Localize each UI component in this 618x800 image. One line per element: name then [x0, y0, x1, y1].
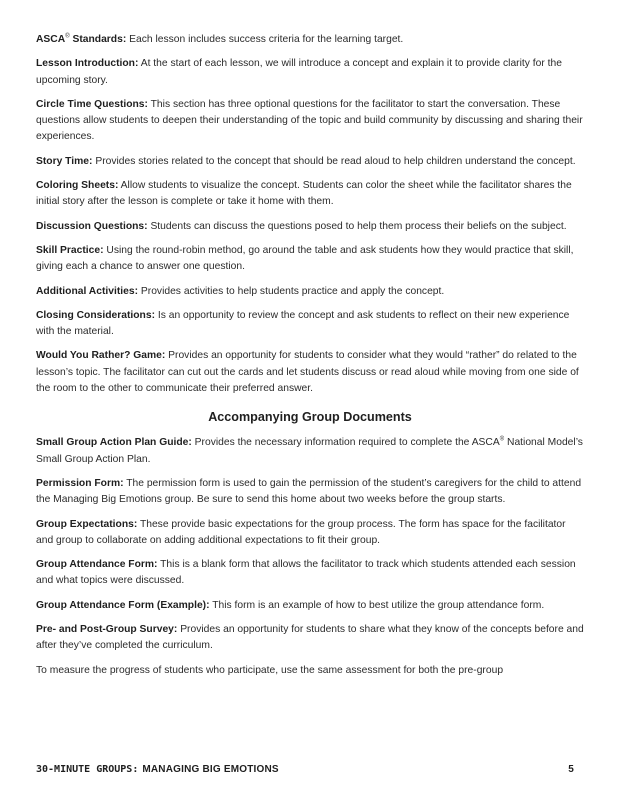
description: Provides the necessary information required to complete the ASCA: [191, 437, 500, 449]
term: Group Attendance Form (Example):: [36, 599, 210, 611]
description: This is a blank form that allows the facilitator to track which students attended each session and what topics were discussed.: [36, 559, 576, 587]
term: Standards:: [69, 34, 127, 45]
description: These provide basic expectations for the group process. The form has space for the facilitator and group to collaborate on adding additional expectations to fit their group.: [36, 518, 566, 546]
item-lesson-introduction: [36, 56, 584, 89]
item-skill-practice: [36, 243, 584, 276]
item-closing-considerations: [36, 308, 584, 341]
term: Group Attendance Form:: [36, 559, 158, 571]
description: This form is an example of how to best utilize the group attendance form.: [209, 599, 545, 611]
term: Pre- and Post-Group Survey:: [36, 624, 178, 636]
registered-mark: ®: [65, 33, 70, 40]
registered-mark: ®: [499, 436, 505, 443]
section-heading: Accompanying Group Documents: [208, 410, 412, 425]
term: ASCA: [36, 34, 66, 45]
term: Permission Form:: [36, 477, 124, 489]
term: Closing Considerations:: [36, 309, 155, 321]
closing-paragraph: To measure the progress of students who participate, use the same assessment for both the pre-group: [36, 664, 504, 676]
description: At the start of each lesson, we will introduce a concept and explain it to provide clarity for the upcoming story.: [36, 58, 562, 86]
item-small-group-action-plan-guide: [36, 435, 584, 468]
description: The permission form is used to gain the permission of the student’s caregivers for the child to attend the Managing Big Emotions group. Be sure to send this home about two weeks before the group starts.: [36, 477, 582, 506]
description: Is an opportunity to review the concept and ask students to reflect on their new experience with the material.: [36, 309, 570, 338]
description: Allow students to visualize the concept. Students can color the sheet while the facilitator shares the initial story after the lesson is complete or take it home with them.: [36, 180, 572, 208]
description: Using the round-robin method, go around the table and ask students how they would practice that skill, giving each a chance to answer one question.: [36, 244, 574, 273]
description: Students can discuss the questions posed to help them process their beliefs on the subject.: [147, 220, 567, 232]
item-group-attendance-form-example: [36, 598, 584, 614]
term: Story Time:: [36, 155, 93, 167]
item-group-expectations: [36, 517, 584, 550]
footer-brand: 30-MINUTE GROUPS:: [36, 764, 139, 775]
footer-subtitle: MANAGING BIG EMOTIONS: [142, 764, 279, 775]
term: Additional Activities:: [36, 285, 139, 297]
item-circle-time-questions: [36, 97, 584, 146]
page-content: [36, 32, 584, 687]
item-pre-post-group-survey: [36, 622, 584, 655]
page-footer: [36, 764, 574, 775]
term: Circle Time Questions:: [36, 98, 148, 110]
item-additional-activities: [36, 284, 584, 300]
term: Lesson Introduction:: [36, 58, 139, 70]
description: Each lesson includes success criteria for the learning target.: [126, 34, 404, 45]
item-would-you-rather-game: [36, 348, 584, 397]
term: Discussion Questions:: [36, 220, 148, 232]
description: This section has three optional questions for the facilitator to start the conversation. These questions allow students to deepen their understanding of the topic and build community by discussing and sharing their experiences.: [36, 98, 583, 143]
description: Provides stories related to the concept that should be read aloud to help children understand the concept.: [92, 155, 576, 167]
item-asca-standards: [36, 32, 584, 48]
term: Skill Practice:: [36, 244, 104, 256]
item-group-attendance-form: [36, 557, 584, 590]
item-discussion-questions: [36, 219, 584, 235]
description: Provides an opportunity for students to consider what they would “rather” do related to the lesson’s topic. The facilitator can cut out the cards and let students discuss or read aloud while moving from one side of the room to the other to communicate their preferred answer.: [36, 350, 579, 395]
term: Would You Rather? Game:: [36, 350, 166, 362]
term: Coloring Sheets:: [36, 180, 119, 192]
page-number: 5: [568, 764, 574, 775]
term: Group Expectations:: [36, 518, 138, 530]
term: Small Group Action Plan Guide:: [36, 437, 192, 449]
description: Provides activities to help students practice and apply the concept.: [138, 285, 445, 297]
item-story-time: [36, 154, 584, 170]
description: Provides an opportunity for students to share what they know of the concepts before and after they’ve completed the curriculum.: [36, 624, 584, 652]
footer-title: [36, 764, 279, 775]
item-permission-form: [36, 476, 584, 509]
description-continued: National Model’s Small Group Action Plan.: [36, 437, 583, 465]
item-coloring-sheets: [36, 178, 584, 211]
